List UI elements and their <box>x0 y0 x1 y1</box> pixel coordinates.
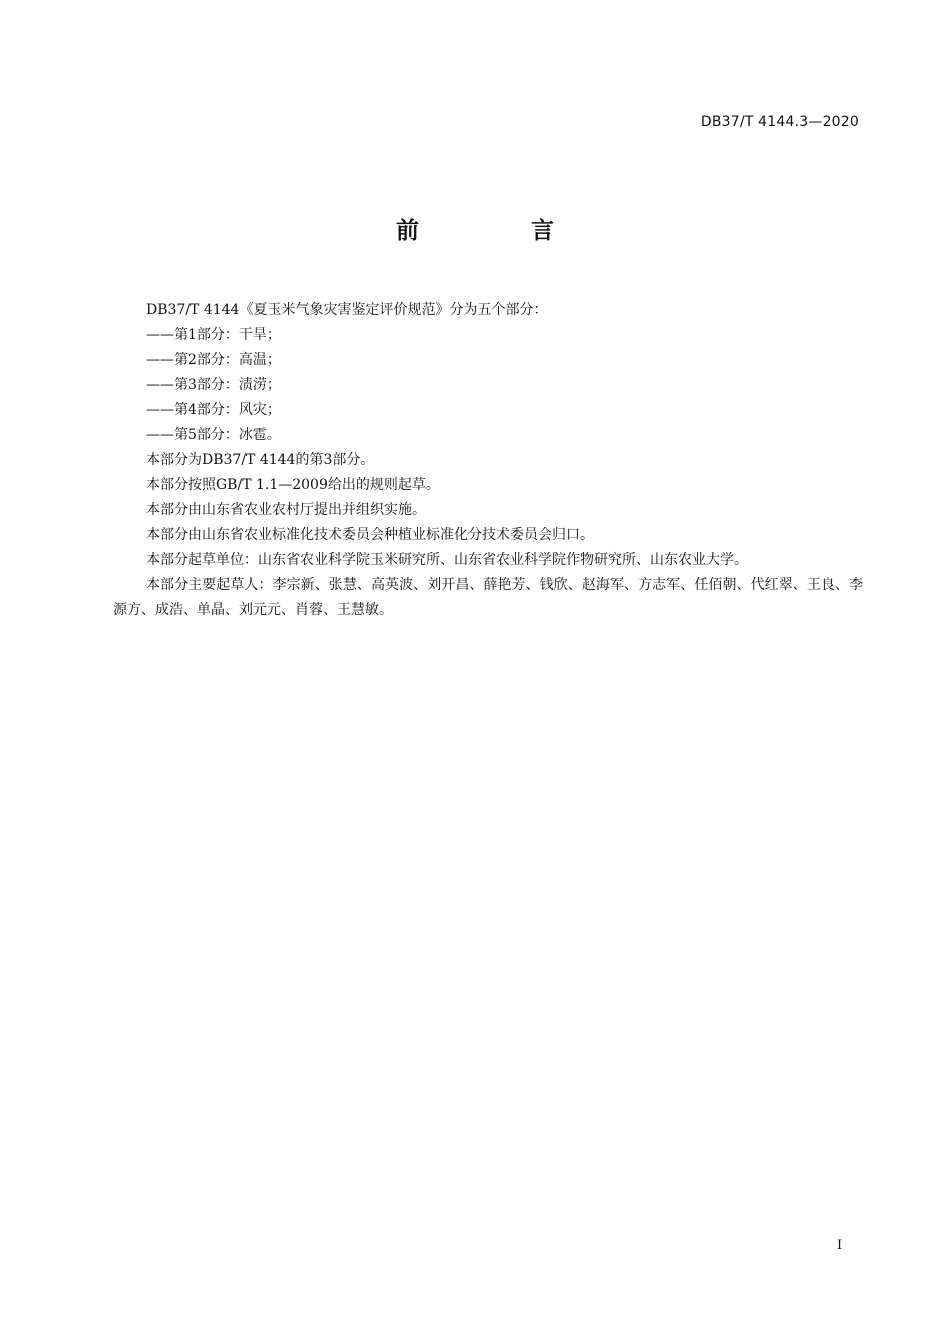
paragraph-proposer: 本部分由山东省农业农村厅提出并组织实施。 <box>146 502 426 518</box>
paragraph-drafting-units: 本部分起草单位：山东省农业科学院玉米研究所、山东省农业科学院作物研究所、山东农业大学。 <box>146 552 748 568</box>
list-item-part-4: ——第4部分：风灾； <box>146 402 281 418</box>
list-item-part-5: ——第5部分：冰雹。 <box>146 427 281 443</box>
paragraph-this-part: 本部分为DB37/T 4144的第3部分。 <box>146 452 375 468</box>
list-item-part-3: ——第3部分：渍涝； <box>146 377 281 393</box>
page-title: 前 言 <box>395 218 606 244</box>
list-item-part-2: ——第2部分：高温； <box>146 352 281 368</box>
paragraph-committee: 本部分由山东省农业标准化技术委员会种植业标准化分技术委员会归口。 <box>146 527 594 543</box>
paragraph-drafting-rules: 本部分按照GB/T 1.1—2009给出的规则起草。 <box>146 477 440 493</box>
paragraph-drafters: 本部分主要起草人：李宗新、张慧、高英波、刘开昌、薛艳芳、钱欣、赵海军、方志军、任佰朝、代红翠、王良、李源方、成浩、单晶、刘元元、肖蓉、王慧敏。 <box>113 577 863 618</box>
standard-code: DB37/T 4144.3—2020 <box>700 114 859 130</box>
page-number: I <box>837 1238 843 1253</box>
paragraph-parts-intro: DB37/T 4144《夏玉米气象灾害鉴定评价规范》分为五个部分： <box>146 302 548 318</box>
foreword-body <box>113 298 863 623</box>
list-item-part-1: ——第1部分：干旱； <box>146 327 281 343</box>
